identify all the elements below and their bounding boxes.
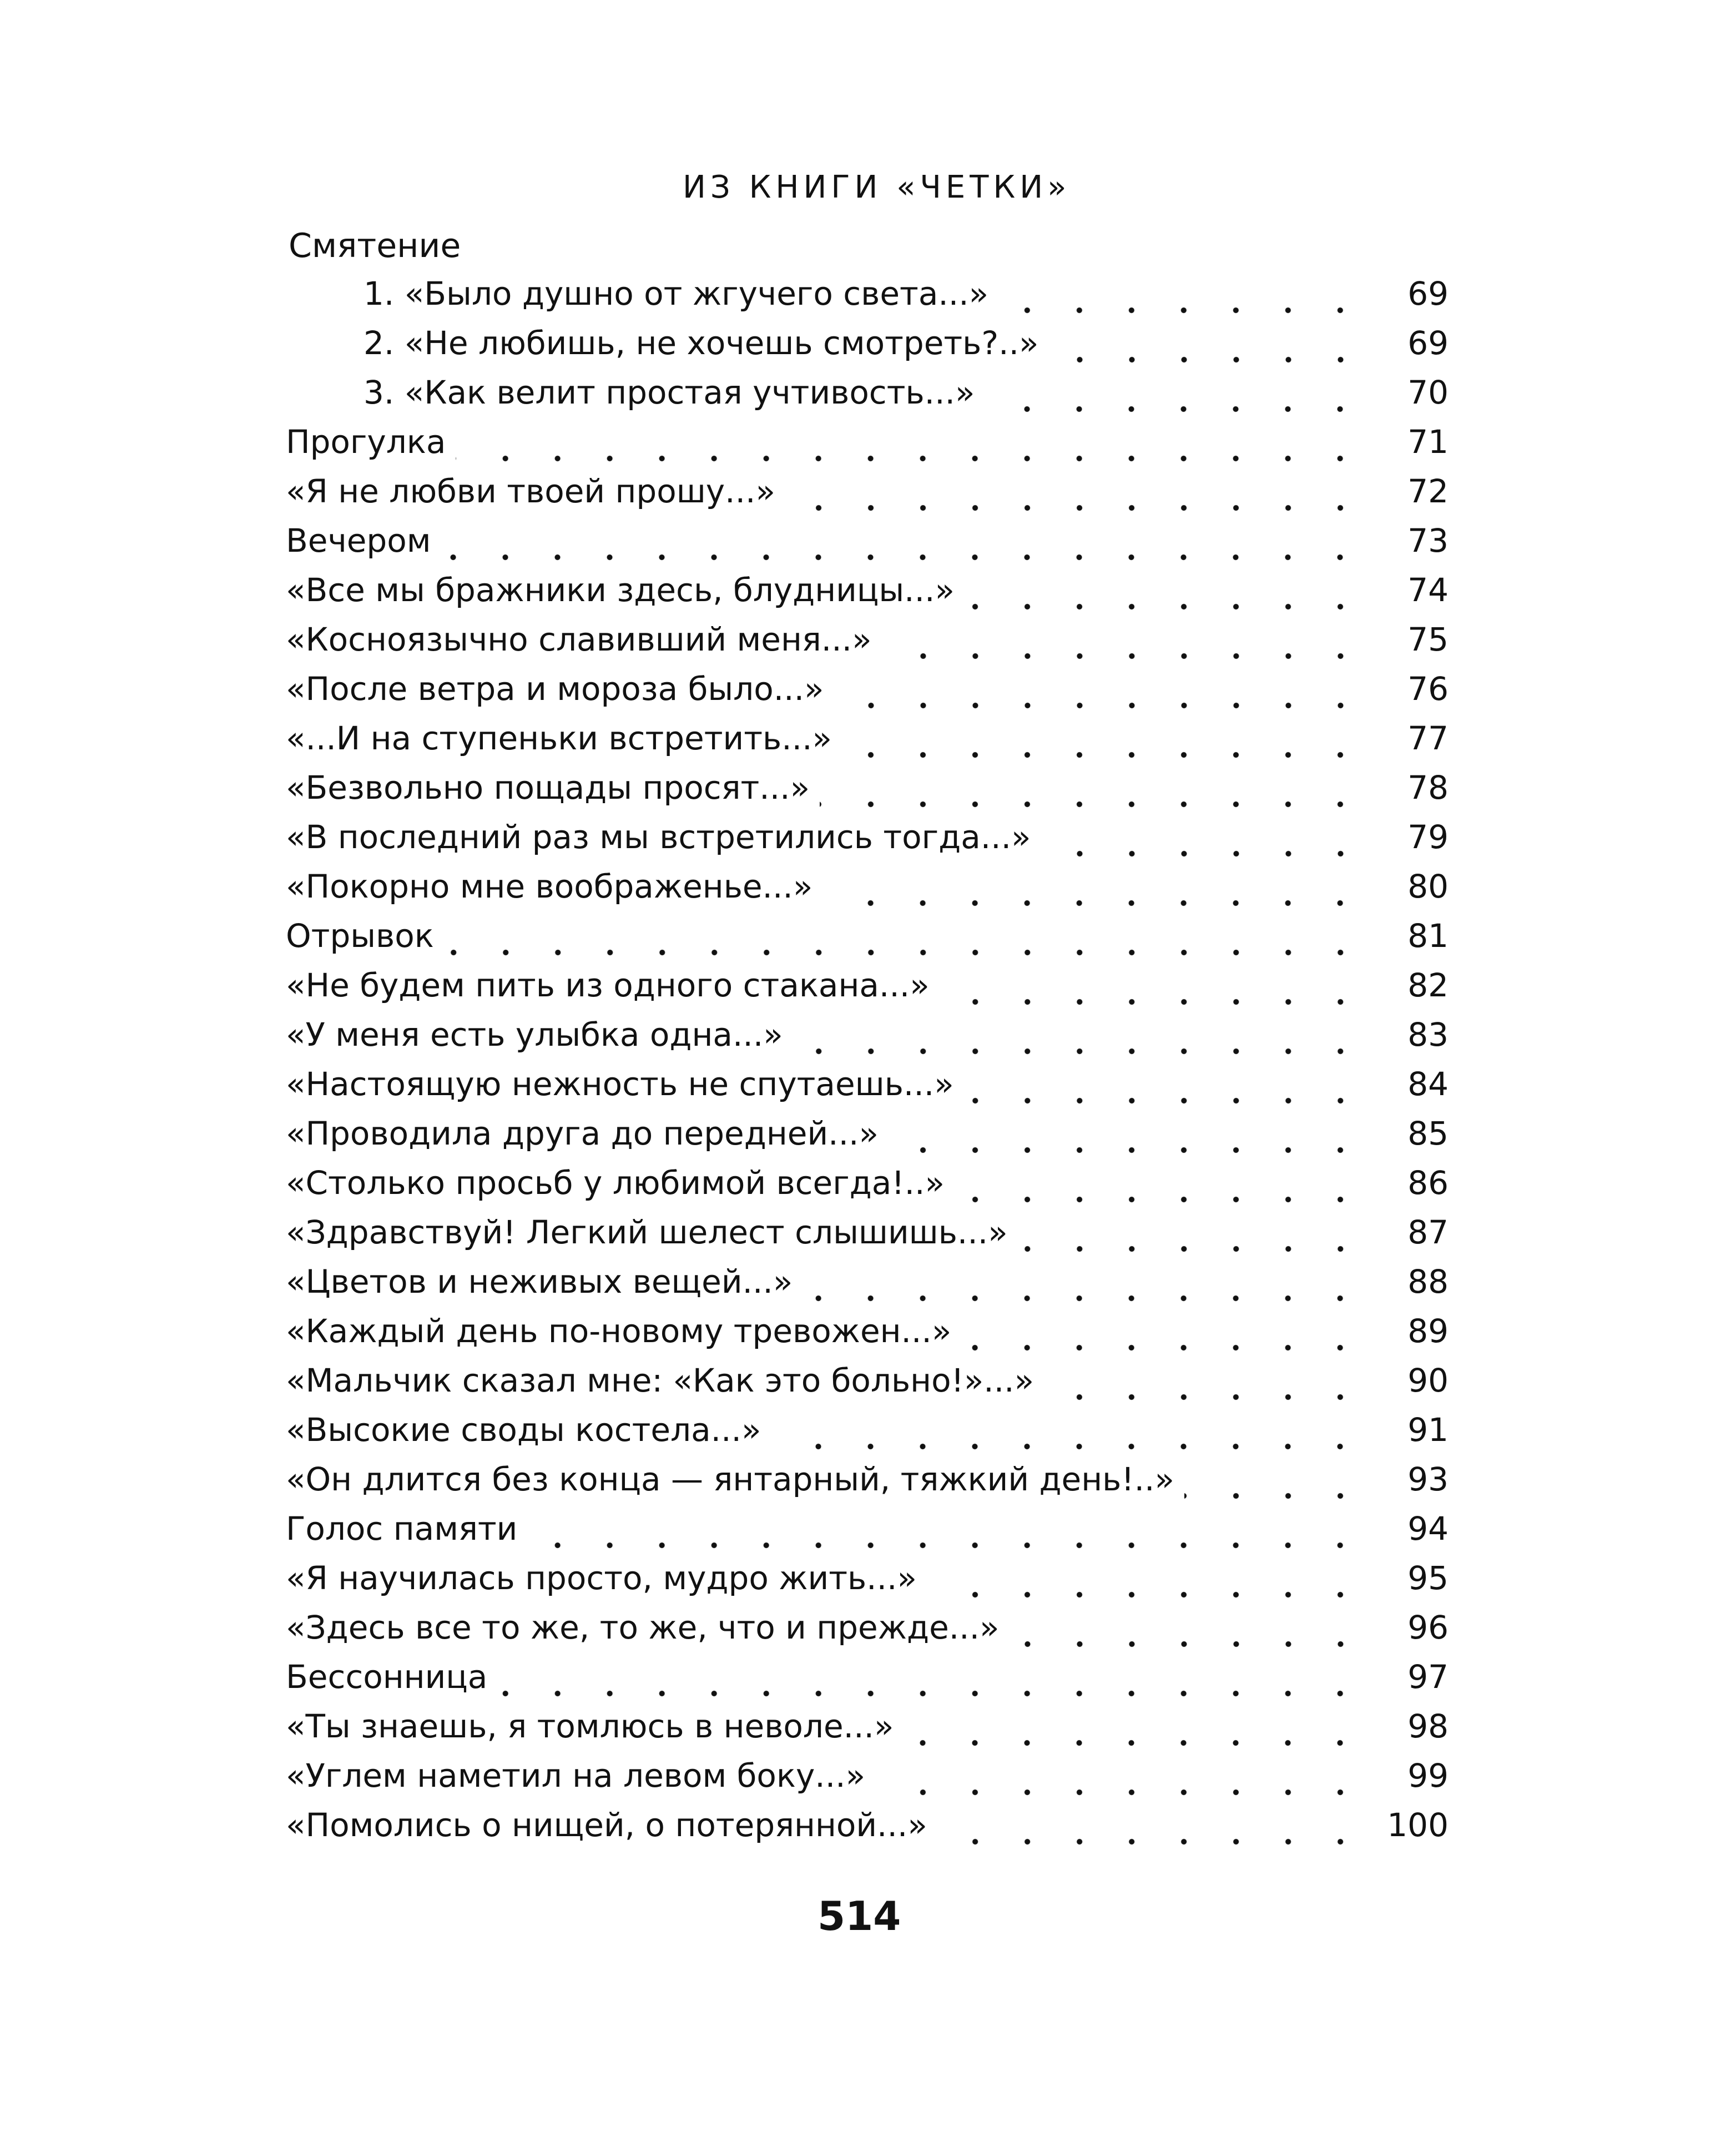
toc-entry-title: «Косноязычно славивший меня...» xyxy=(286,621,872,658)
toc-entry xyxy=(286,1016,1449,1061)
toc-entry-page: 98 xyxy=(1407,1707,1449,1745)
toc-entry xyxy=(286,1806,1449,1852)
dot-leader xyxy=(1044,1382,1366,1404)
toc-entry-title: «Цветов и неживых вещей...» xyxy=(286,1263,793,1301)
toc-entry xyxy=(364,324,1449,370)
toc-entry-title: «Здравствуй! Легкий шелест слышишь...» xyxy=(286,1213,1008,1251)
dot-leader xyxy=(793,1036,1366,1059)
toc-entry-title: «Не будем пить из одного стакана...» xyxy=(286,966,930,1004)
toc-entry xyxy=(286,1707,1449,1753)
toc-entry-page: 99 xyxy=(1407,1757,1449,1795)
toc-entry-title: 2. «Не любишь, не хочешь смотреть?..» xyxy=(364,324,1039,362)
toc-entry-page: 70 xyxy=(1407,374,1449,411)
toc-entry-page: 69 xyxy=(1407,324,1449,362)
toc-entry xyxy=(286,917,1449,962)
toc-entry-title: «...И на ступеньки встретить...» xyxy=(286,719,832,757)
dot-leader xyxy=(937,1827,1366,1849)
toc-entry-title: «Столько просьб у любимой всегда!..» xyxy=(286,1164,945,1202)
dot-leader xyxy=(889,1135,1366,1157)
dot-leader xyxy=(441,542,1366,565)
toc-entry xyxy=(286,1411,1449,1456)
toc-entry xyxy=(286,1510,1449,1555)
toc-entry-page: 69 xyxy=(1407,275,1449,313)
toc-entry xyxy=(286,1115,1449,1160)
dot-leader xyxy=(771,1432,1366,1454)
dot-leader xyxy=(985,394,1366,416)
dot-leader xyxy=(927,1580,1366,1602)
toc-entry-page: 79 xyxy=(1407,818,1449,856)
toc-entry xyxy=(286,472,1449,518)
dot-leader xyxy=(961,1333,1366,1355)
toc-entry-page: 88 xyxy=(1407,1263,1449,1301)
toc-entry-page: 89 xyxy=(1407,1312,1449,1350)
toc-entry-page: 75 xyxy=(1407,621,1449,658)
toc-entry-page: 72 xyxy=(1407,472,1449,510)
toc-entry-page: 87 xyxy=(1407,1213,1449,1251)
page-number: 514 xyxy=(817,1893,901,1939)
toc-entry-page: 73 xyxy=(1407,522,1449,560)
dot-leader xyxy=(527,1530,1366,1553)
toc-entry-page: 78 xyxy=(1407,769,1449,807)
dot-leader xyxy=(940,987,1366,1009)
dot-leader xyxy=(1184,1481,1366,1503)
dot-leader xyxy=(998,295,1366,317)
toc-entry xyxy=(286,818,1449,864)
toc-entry-page: 77 xyxy=(1407,719,1449,757)
toc-entry-title: Прогулка xyxy=(286,423,446,461)
toc-entry xyxy=(286,1312,1449,1358)
toc-entry-title: 3. «Как велит простая учтивость...» xyxy=(364,374,975,411)
toc-entry-title: «Углем наметил на левом боку...» xyxy=(286,1757,866,1795)
toc-entry-title: «Все мы бражники здесь, блудницы...» xyxy=(286,571,955,609)
dot-leader xyxy=(1041,839,1366,861)
toc-entry xyxy=(286,670,1449,715)
dot-leader xyxy=(875,1777,1366,1800)
toc-entry-title: «Я научилась просто, мудро жить...» xyxy=(286,1559,917,1597)
toc-entry-title: Голос памяти xyxy=(286,1510,518,1548)
toc-entry xyxy=(286,1213,1449,1259)
dot-leader xyxy=(822,888,1366,910)
toc-entry-page: 86 xyxy=(1407,1164,1449,1202)
dot-leader xyxy=(882,641,1366,663)
toc-entry xyxy=(286,1263,1449,1308)
toc-entry-title: «Он длится без конца — янтарный, тяжкий день!..» xyxy=(286,1460,1174,1498)
toc-entry-title: Бессонница xyxy=(286,1658,488,1696)
toc-entry-title: «После ветра и мороза было...» xyxy=(286,670,824,708)
toc-entry xyxy=(286,1609,1449,1654)
toc-entry xyxy=(286,1362,1449,1407)
dot-leader xyxy=(803,1283,1366,1306)
toc-entry-title: Отрывок xyxy=(286,917,434,955)
toc-entry-page: 71 xyxy=(1407,423,1449,461)
toc-entry xyxy=(286,423,1449,468)
toc-entry-title: «У меня есть улыбка одна...» xyxy=(286,1016,783,1054)
toc-entry-title: «Ты знаешь, я томлюсь в неволе...» xyxy=(286,1707,894,1745)
dot-leader xyxy=(456,443,1366,466)
toc-entry-page: 95 xyxy=(1407,1559,1449,1597)
toc-entry xyxy=(286,769,1449,814)
book-section-heading: ИЗ КНИГИ «ЧЕТКИ» xyxy=(683,169,1071,205)
toc-entry-page: 81 xyxy=(1407,917,1449,955)
dot-leader xyxy=(965,592,1366,614)
toc-entry-title: «Здесь все то же, то же, что и прежде...» xyxy=(286,1609,1000,1646)
toc-entry-title: 1. «Было душно от жгучего света...» xyxy=(364,275,989,313)
toc-entry xyxy=(286,1559,1449,1605)
toc-entry xyxy=(286,966,1449,1012)
toc-entry-title: «В последний раз мы встретились тогда...» xyxy=(286,818,1031,856)
toc-entry-page: 76 xyxy=(1407,670,1449,708)
dot-leader xyxy=(964,1086,1366,1108)
toc-entry xyxy=(364,275,1449,320)
toc-entry-title: «Покорно мне воображенье...» xyxy=(286,868,813,905)
toc-entry-page: 96 xyxy=(1407,1609,1449,1646)
dot-leader xyxy=(444,938,1366,960)
toc-entry-title: «Мальчик сказал мне: «Как это больно!»...» xyxy=(286,1362,1034,1399)
toc-entry xyxy=(286,1460,1449,1506)
toc-entry-page: 90 xyxy=(1407,1362,1449,1399)
dot-leader xyxy=(497,1679,1366,1701)
toc-entry xyxy=(286,1164,1449,1209)
toc-entry-title: «Настоящую нежность не спутаешь...» xyxy=(286,1065,954,1103)
toc-entry-page: 84 xyxy=(1407,1065,1449,1103)
poem-cycle-title: Смятение xyxy=(289,226,461,265)
dot-leader xyxy=(1010,1629,1366,1651)
toc-entry-page: 97 xyxy=(1407,1658,1449,1696)
toc-entry-page: 94 xyxy=(1407,1510,1449,1548)
toc-entry xyxy=(364,374,1449,419)
dot-leader xyxy=(955,1185,1366,1207)
toc-entry-page: 74 xyxy=(1407,571,1449,609)
dot-leader xyxy=(834,691,1366,713)
toc-entry xyxy=(286,1658,1449,1703)
toc-entry xyxy=(286,1757,1449,1802)
dot-leader xyxy=(785,493,1366,515)
toc-entry-page: 93 xyxy=(1407,1460,1449,1498)
dot-leader xyxy=(820,789,1366,812)
toc-entry-title: «Каждый день по-новому тревожен...» xyxy=(286,1312,952,1350)
toc-entry-page: 83 xyxy=(1407,1016,1449,1054)
toc-entry-title: «Высокие своды костела...» xyxy=(286,1411,761,1449)
toc-entry-page: 80 xyxy=(1407,868,1449,905)
toc-entry-page: 100 xyxy=(1387,1806,1449,1844)
toc-entry-page: 91 xyxy=(1407,1411,1449,1449)
toc-entry xyxy=(286,868,1449,913)
dot-leader xyxy=(1049,345,1367,367)
toc-entry xyxy=(286,1065,1449,1111)
toc-entry xyxy=(286,719,1449,765)
toc-entry-page: 85 xyxy=(1407,1115,1449,1152)
toc-entry xyxy=(286,571,1449,617)
toc-entry xyxy=(286,621,1449,666)
toc-entry-page: 82 xyxy=(1407,966,1449,1004)
toc-entry xyxy=(286,522,1449,567)
dot-leader xyxy=(1018,1234,1366,1256)
dot-leader xyxy=(904,1728,1366,1750)
dot-leader xyxy=(842,740,1366,762)
toc-entry-title: «Безвольно пощады просят...» xyxy=(286,769,810,807)
toc-entry-title: «Я не любви твоей прошу...» xyxy=(286,472,775,510)
toc-entry-title: «Помолись о нищей, о потерянной...» xyxy=(286,1806,927,1844)
toc-entry-title: «Проводила друга до передней...» xyxy=(286,1115,879,1152)
toc-entry-title: Вечером xyxy=(286,522,431,560)
